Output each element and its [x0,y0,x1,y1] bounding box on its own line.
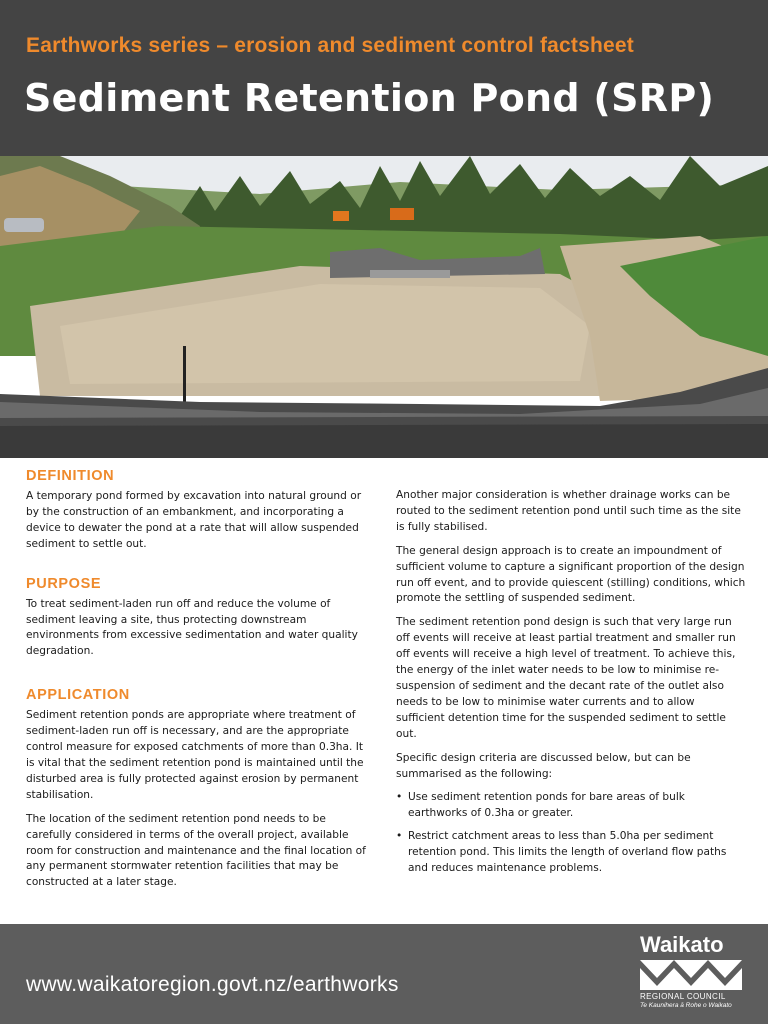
body-paragraph: The sediment retention pond design is such that very large run off events will receive at least partial treatment and smaller run off events will receive a high level of treatment. To achieve this, the energy of the inlet water needs to be low to minimise re-suspension of sediment and the decant rate of the outlet also needs to be low to minimise water currents and to allow sufficient detention time for the suspended sediment to settle out. [396,616,736,740]
body-paragraph: Specific design criteria are discussed below, but can be summarised as the following: [396,751,691,780]
left-column [26,467,372,899]
application-heading: APPLICATION [26,687,130,704]
body-paragraph: The general design approach is to create an impoundment of sufficient volume to capture a significant proportion of the design run off event, and to provide quiescent (stilling) conditions, which promote the settling of suspended sediment. [396,544,746,605]
definition-heading: DEFINITION [26,468,115,484]
website-url[interactable]: www.waikatoregion.govt.nz/earthworks [26,973,399,996]
application-paragraph: Sediment retention ponds are appropriate where treatment of sediment-laden run off is necessary, and are the appropriate control measure for exposed catchments of more than 0.3ha. It is vital that the sediment retention pond is maintained until the disturbed area is fully protected against erosion by permanent stabilisation. [26,709,364,801]
list-item: • Use sediment retention ponds for bare areas of bulk earthworks of 0.3ha or greater. [396,790,746,822]
header-band [0,0,768,156]
series-subtitle: Earthworks series – erosion and sediment control factsheet [26,34,634,57]
logo-name: Waikato [640,932,724,957]
body-paragraph: Another major consideration is whether drainage works can be routed to the sediment retention pond until such time as the site is fully stabilised. [396,489,741,533]
right-column [396,488,746,884]
definition-text: A temporary pond formed by excavation into natural ground or by the construction of an embankment, and incorporating a device to dewater the pond at a rate that will allow suspended sediment to settle out. [26,490,362,550]
logo-tagline: Te Kaunihera ā Rohe o Waikato [640,1002,732,1009]
page-title: Sediment Retention Pond (SRP) [24,76,715,120]
list-item: • Restrict catchment areas to less than 5.0ha per sediment retention pond. This limits the length of overland flow paths and reduces maintenance problems. [396,829,746,877]
purpose-heading: PURPOSE [26,575,102,592]
purpose-text: To treat sediment-laden run off and reduce the volume of sediment leaving a site, thus protecting downstream environments from excessive sedimentation and water quality degradation. [26,597,358,658]
logo-wave-icon [640,960,742,990]
waikato-logo [636,932,744,1016]
sediment-pond-photo [0,156,768,458]
criteria-list [396,790,746,877]
application-paragraph: The location of the sediment retention pond needs to be carefully considered in terms of the overall project, available room for construction and maintenance and the final location of any permanent stormwater retention facilities that may be constructed at a later stage. [26,812,366,889]
footer-band [0,924,768,1024]
logo-council: REGIONAL COUNCIL [640,992,726,1001]
